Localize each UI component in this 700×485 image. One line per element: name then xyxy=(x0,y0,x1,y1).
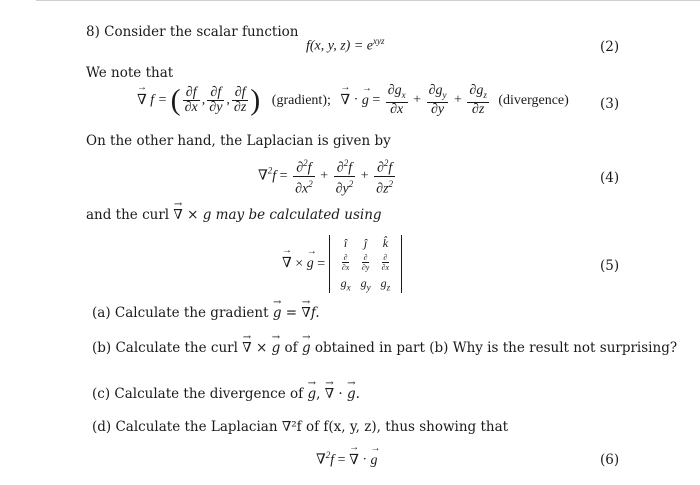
problem-heading: 8) Consider the scalar function xyxy=(86,24,299,40)
dgx-dx-fraction: $\frac{\partial g_x}{\partial x}$ xyxy=(387,83,406,117)
equation-number-4: (4) xyxy=(600,170,620,186)
unit-j: ĵ xyxy=(363,236,368,250)
function-equation xyxy=(306,36,384,55)
top-divider xyxy=(36,0,700,1)
equation-number-3: (3) xyxy=(600,96,620,112)
open-paren: ( xyxy=(170,83,181,117)
laplacian-intro: On the other hand, the Laplacian is given by xyxy=(86,133,391,149)
nabla-symbol-curl: → ∇ xyxy=(282,255,292,272)
unit-i: î xyxy=(343,236,348,250)
unit-k: k̂ xyxy=(382,236,389,250)
function-exponent: xyz xyxy=(372,36,385,46)
curl-determinant: î ĵ k̂ ∂ ∂x ∂ ∂y ∂ ∂x $g_x$ $g_y$ $g_z$ xyxy=(329,235,403,293)
equation-number-6: (6) xyxy=(600,452,620,468)
dgy-dy-fraction: $\frac{\partial g_y}{\partial y}$ xyxy=(428,83,447,117)
divergence-label: (divergence) xyxy=(498,92,569,108)
equation-number-2: (2) xyxy=(600,39,620,55)
laplacian-equation: ∇$^2$f = $\frac{\partial^2f}{\partial x^2}$ + $\frac{\partial^2f}{\partial y^2}$ + $\frac{\partial^2f}{\partial z^2}$ xyxy=(258,158,394,197)
close-paren: ) xyxy=(250,83,261,117)
part-d: (d) Calculate the Laplacian ∇²f of f(x, y, z), thus showing that xyxy=(92,419,509,435)
grad-lhs: f = xyxy=(150,92,168,108)
final-equation: ∇$^2$f = → ∇ · → g xyxy=(316,450,378,469)
curl-intro: and the curl → ∇ × g may be calculated using xyxy=(86,207,382,223)
function-lhs: f(x, y, z) = e xyxy=(306,38,373,54)
df-dx-fraction: $\frac{\partial f}{\partial x}$ xyxy=(184,84,198,115)
part-c: (c) Calculate the divergence of → g, → ∇ · → g. xyxy=(92,386,360,402)
nabla-symbol-div: → ∇ xyxy=(340,92,350,109)
part-b: (b) Calculate the curl → ∇ × → g of → g obtained in part (b) Why is the result not surprising? xyxy=(92,340,677,356)
curl-equation: → ∇ × → g = î ĵ k̂ ∂ ∂x ∂ ∂y ∂ ∂x $g_x$ $g_y$ $g_z$ xyxy=(282,235,402,293)
df-dz-fraction: $\frac{\partial f}{\partial z}$ xyxy=(233,84,247,115)
dgz-dz-fraction: $\frac{\partial g_z}{\partial z}$ xyxy=(469,83,487,117)
nabla-symbol-curl-intro: → ∇ xyxy=(173,207,182,223)
nabla-symbol: → ∇ xyxy=(137,92,147,109)
df-dy-fraction: $\frac{\partial f}{\partial y}$ xyxy=(209,84,223,115)
grad-div-equation: → ∇ f = ( $\frac{\partial f}{\partial x}$ , $\frac{\partial f}{\partial y}$ , $\frac{\partial f}{\partial z}$ ) (gradient); → ∇ · → g = $\frac{\partial g_x}{\partial x}$ + $\frac{\partial g_y}{\partial y}$ + $\frac{\partial g_z}{\partial z}$ (divergence) xyxy=(137,84,569,117)
vector-g: → g xyxy=(362,93,369,109)
equation-number-5: (5) xyxy=(600,258,620,274)
d2f-dx2-fraction: $\frac{\partial^2f}{\partial x^2}$ xyxy=(295,158,313,197)
gradient-label: (gradient); xyxy=(271,92,331,108)
part-a: (a) Calculate the gradient → g = → ∇f. xyxy=(92,305,320,321)
d2f-dz2-fraction: $\frac{\partial^2f}{\partial z^2}$ xyxy=(376,158,394,197)
note-text: We note that xyxy=(86,65,174,81)
d2f-dy2-fraction: $\frac{\partial^2f}{\partial y^2}$ xyxy=(335,158,354,197)
